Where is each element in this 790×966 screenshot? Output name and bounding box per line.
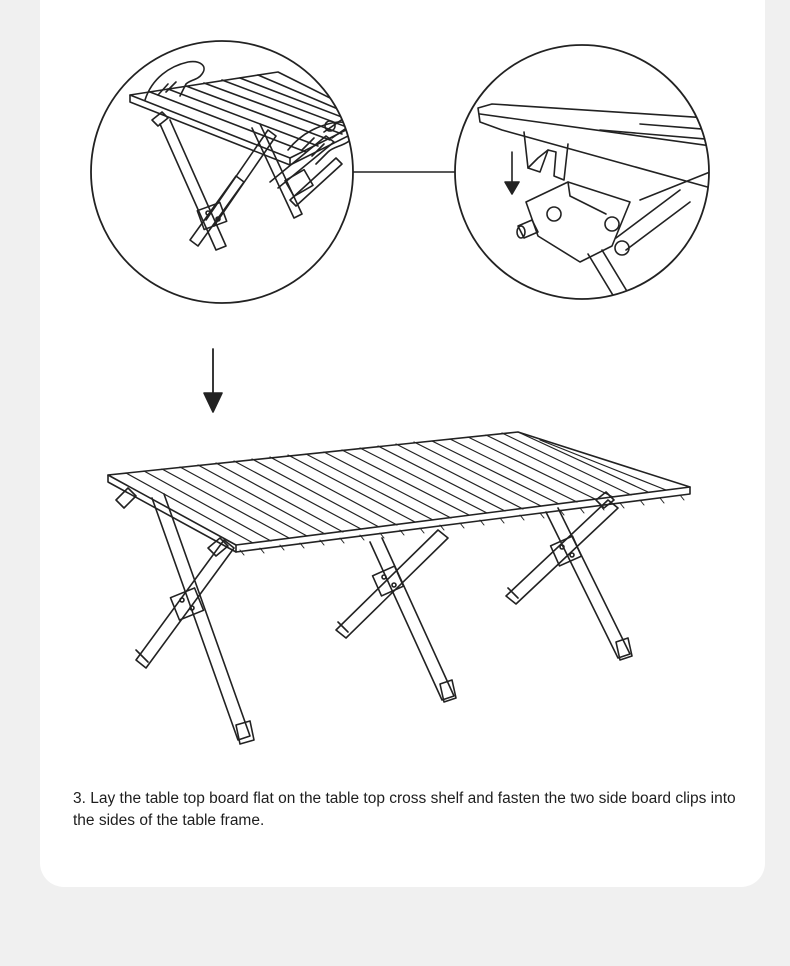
down-arrow-icon xyxy=(204,349,222,412)
detail-right-icon xyxy=(455,45,740,320)
assembled-roll-table-icon xyxy=(108,432,690,744)
assembly-illustration xyxy=(40,0,765,770)
detail-left-icon xyxy=(91,41,370,303)
instruction-card xyxy=(40,0,765,887)
instruction-text: 3. Lay the table top board flat on the table top cross shelf and fasten the two side board clips into the sides of the table frame. xyxy=(73,790,736,829)
